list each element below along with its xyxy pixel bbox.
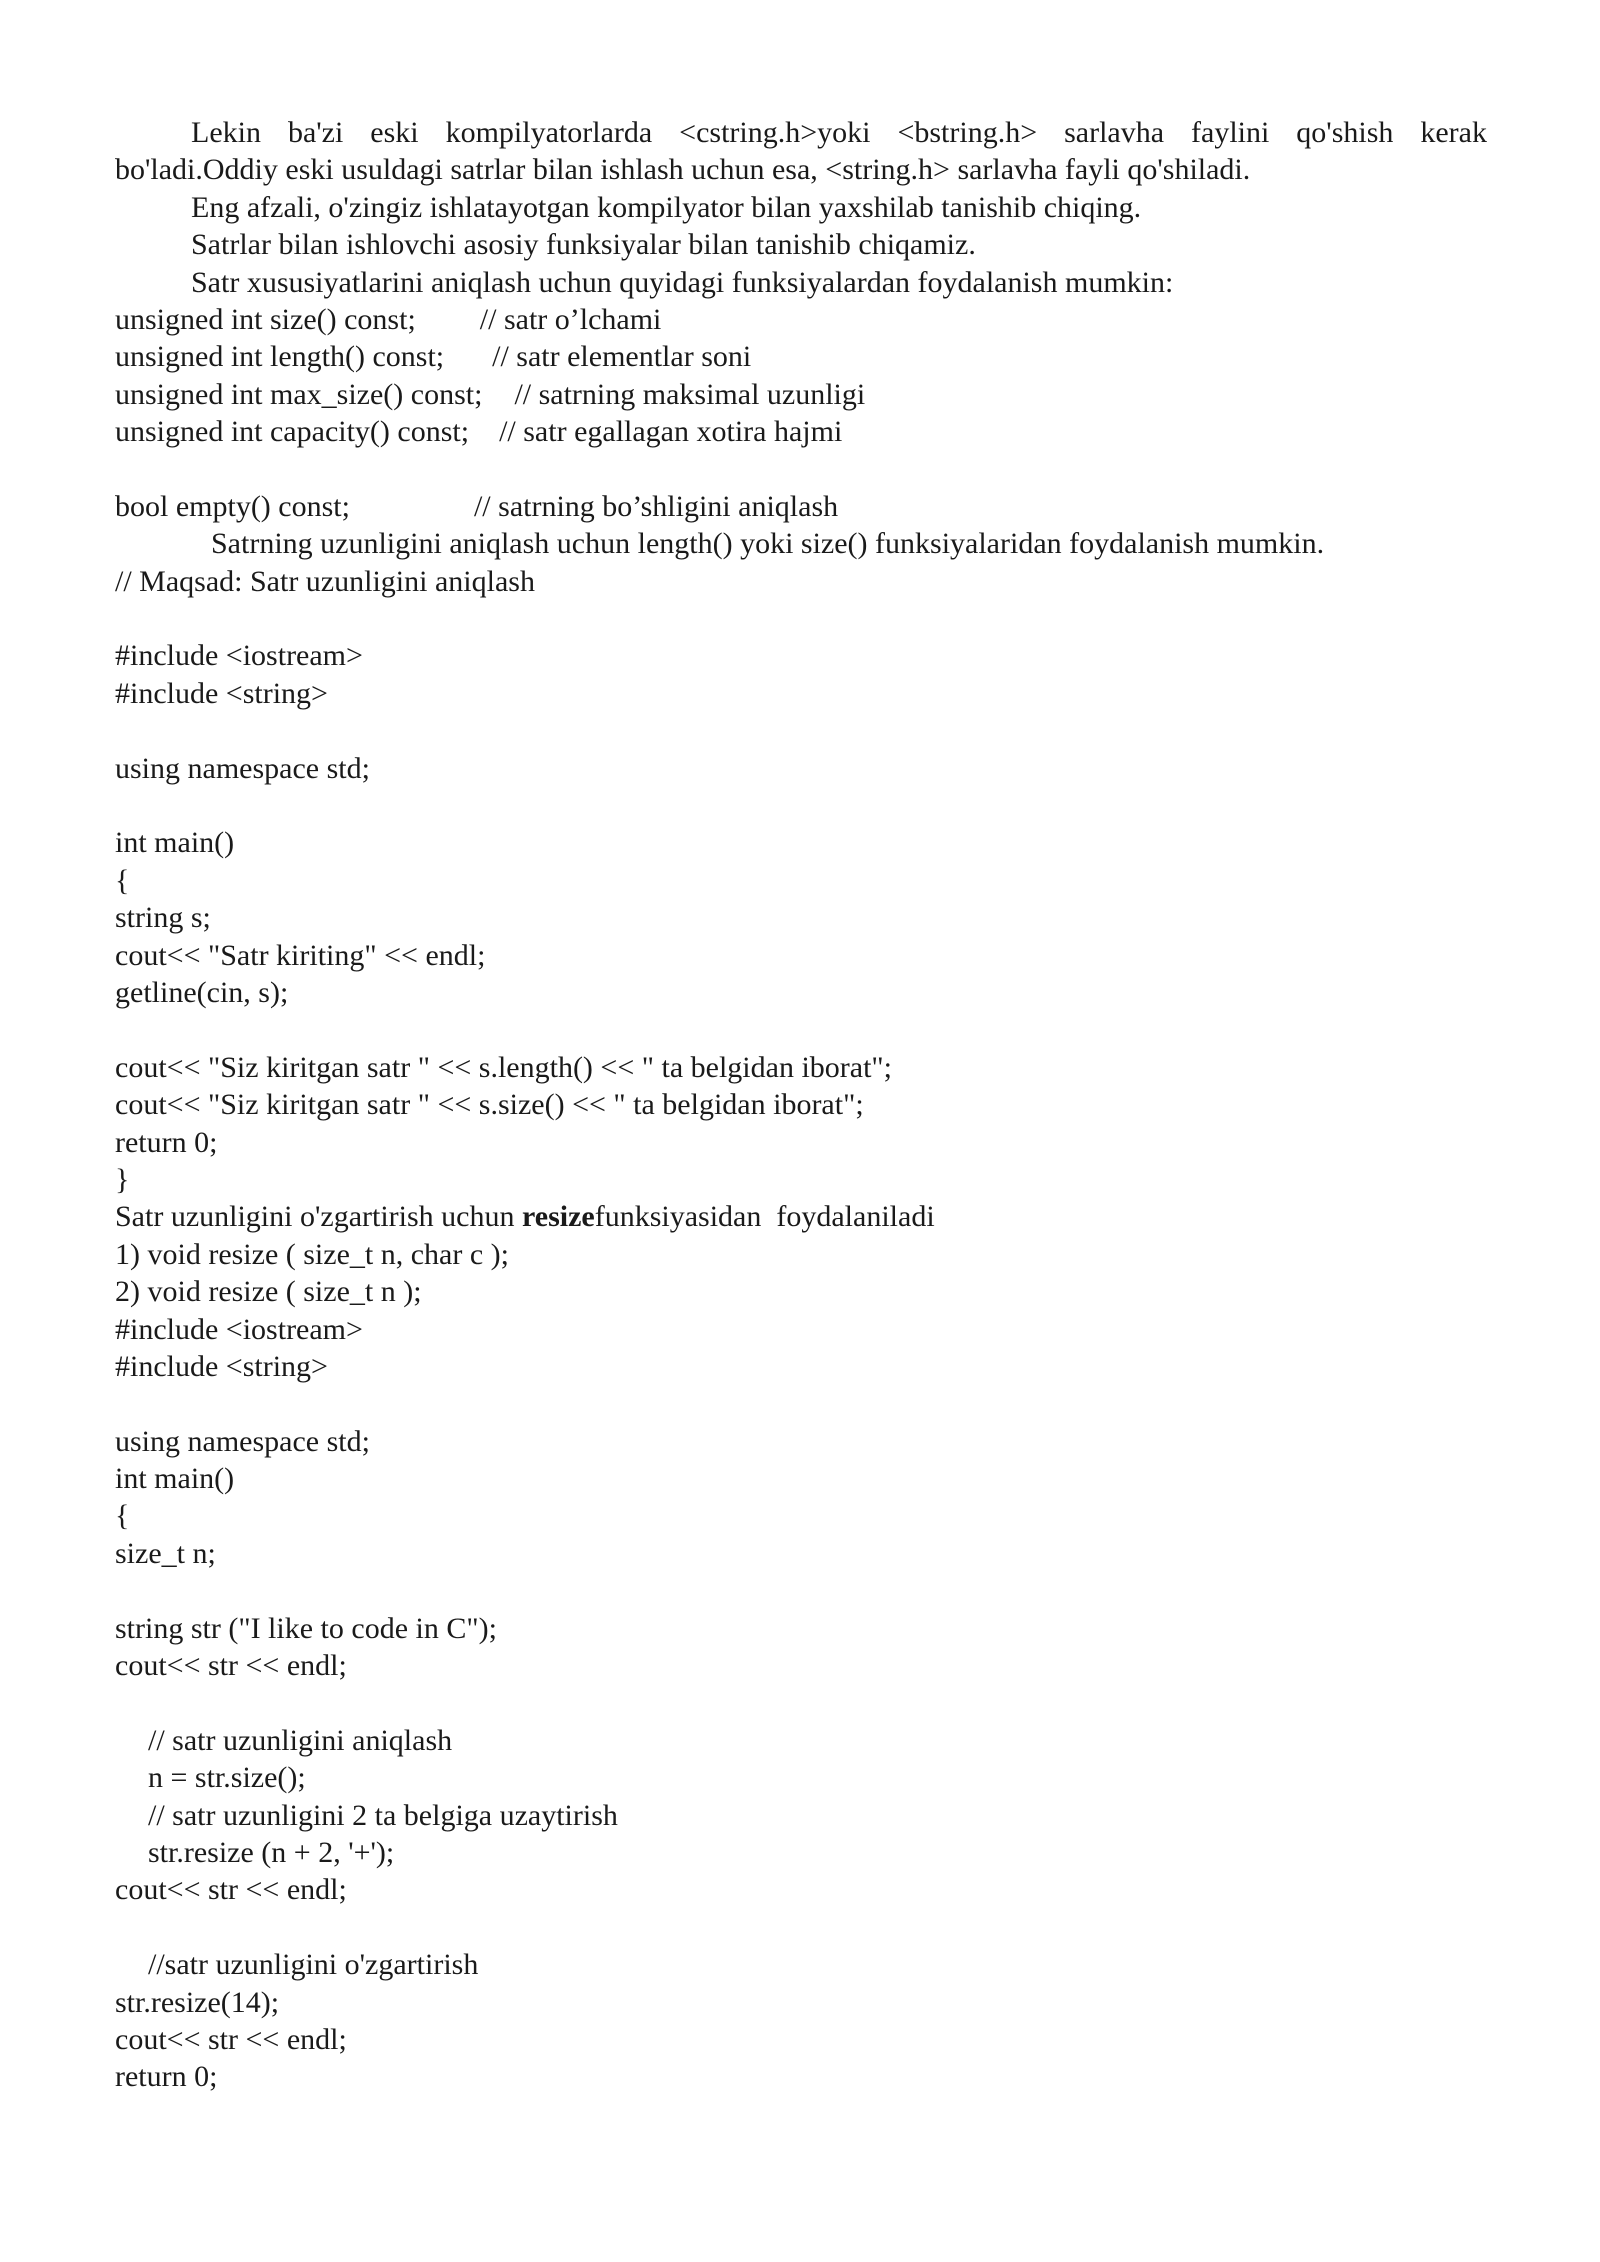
example2-comment: //satr uzunligini o'zgartirish xyxy=(148,1948,479,1982)
function-code: unsigned int size() const; xyxy=(115,302,416,336)
function-comment: // satr o’lchami xyxy=(479,302,662,336)
function-signature-size xyxy=(115,301,1487,338)
function-signature-empty xyxy=(115,488,1487,525)
example2-code-line: cout<< str << endl; xyxy=(115,1873,347,1907)
function-code: bool empty() const; xyxy=(115,489,350,523)
function-code: unsigned int capacity() const; xyxy=(115,415,470,449)
blank-line xyxy=(115,600,1487,637)
blank-line xyxy=(115,712,1487,749)
example1-code-line: getline(cin, s); xyxy=(115,975,289,1009)
example2-using-namespace: using namespace std; xyxy=(115,1424,370,1458)
function-signature-length xyxy=(115,338,1487,375)
intro-paragraph-3: Satrlar bilan ishlovchi asosiy funksiyalar bilan tanishib chiqamiz. xyxy=(191,228,976,262)
length-note: Satrning uzunligini aniqlash uchun length() yoki size() funksiyalaridan foydalanish mumkin. xyxy=(211,527,1325,561)
example1-using-namespace: using namespace std; xyxy=(115,751,370,785)
example2-include-string: #include <string> xyxy=(115,1349,328,1383)
example2-code-line: str.resize(14); xyxy=(115,1985,280,2019)
example2-code-line: n = str.size(); xyxy=(148,1761,306,1795)
example2-code-line: cout<< str << endl; xyxy=(115,2022,347,2056)
example2-code-line: return 0; xyxy=(115,2060,218,2094)
resize-signature-1: 1) void resize ( size_t n, char c ); xyxy=(115,1237,509,1271)
intro-paragraph-line-1: Lekin ba'zi eski kompilyatorlarda <cstring.h>yoki <bstring.h> sarlavha faylini qo'shish kerak xyxy=(191,116,1487,149)
example2-main-signature: int main() xyxy=(115,1462,235,1496)
resize-signature-2: 2) void resize ( size_t n ); xyxy=(115,1275,422,1309)
example2-comment: // satr uzunligini aniqlash xyxy=(148,1723,453,1757)
resize-intro-before: Satr uzunligini o'zgartirish uchun xyxy=(115,1200,522,1234)
example2-code-line: size_t n; xyxy=(115,1536,216,1570)
function-signature-max-size xyxy=(115,376,1487,413)
example2-open-brace: { xyxy=(115,1499,130,1533)
example1-code-line: string s; xyxy=(115,901,211,935)
function-comment: // satrning bo’shligini aniqlash xyxy=(473,489,839,523)
resize-intro-after: funksiyasidan foydalaniladi xyxy=(594,1200,935,1234)
function-comment: // satrning maksimal uzunligi xyxy=(514,377,866,411)
blank-line xyxy=(115,1684,1487,1721)
resize-intro xyxy=(115,1198,1487,1235)
blank-line xyxy=(115,1909,1487,1946)
example2-comment: // satr uzunligini 2 ta belgiga uzaytirish xyxy=(148,1798,618,1832)
resize-keyword: resize xyxy=(522,1200,595,1234)
blank-line xyxy=(115,787,1487,824)
example1-code-line: cout<< "Satr kiriting" << endl; xyxy=(115,938,486,972)
example1-code-line: return 0; xyxy=(115,1125,218,1159)
blank-line xyxy=(115,1572,1487,1609)
intro-paragraph-4: Satr xususiyatlarini aniqlash uchun quyidagi funksiyalardan foydalanish mumkin: xyxy=(191,265,1174,299)
intro-paragraph-line-2: bo'ladi.Oddiy eski usuldagi satrlar bilan ishlash uchun esa, <string.h> sarlavha fayli qo'shiladi. xyxy=(115,153,1251,187)
example2-code-line: string str ("I like to code in C"); xyxy=(115,1611,497,1645)
example1-main-signature: int main() xyxy=(115,826,235,860)
function-code: unsigned int max_size() const; xyxy=(115,377,483,411)
blank-line xyxy=(115,1385,1487,1422)
example1-close-brace: } xyxy=(115,1162,130,1196)
intro-paragraph-2: Eng afzali, o'zingiz ishlatayotgan kompilyator bilan yaxshilab tanishib chiqing. xyxy=(191,190,1142,224)
function-comment: // satr egallagan xotira hajmi xyxy=(499,415,843,449)
example1-goal-comment: // Maqsad: Satr uzunligini aniqlash xyxy=(115,564,535,598)
example2-code-line: str.resize (n + 2, '+'); xyxy=(148,1835,395,1869)
example1-include-string: #include <string> xyxy=(115,676,328,710)
example1-code-line: cout<< "Siz kiritgan satr " << s.length() << " ta belgidan iborat"; xyxy=(115,1050,893,1084)
blank-line xyxy=(115,1011,1487,1048)
function-signature-capacity xyxy=(115,413,1487,450)
function-code: unsigned int length() const; xyxy=(115,340,445,374)
example2-include-iostream: #include <iostream> xyxy=(115,1312,363,1346)
example1-include-iostream: #include <iostream> xyxy=(115,639,363,673)
function-comment: // satr elementlar soni xyxy=(492,340,752,374)
example1-code-line: cout<< "Siz kiritgan satr " << s.size() << " ta belgidan iborat"; xyxy=(115,1088,864,1122)
blank-line xyxy=(115,451,1487,488)
example2-code-line: cout<< str << endl; xyxy=(115,1649,347,1683)
example1-open-brace: { xyxy=(115,863,130,897)
document-page xyxy=(115,114,1487,2096)
